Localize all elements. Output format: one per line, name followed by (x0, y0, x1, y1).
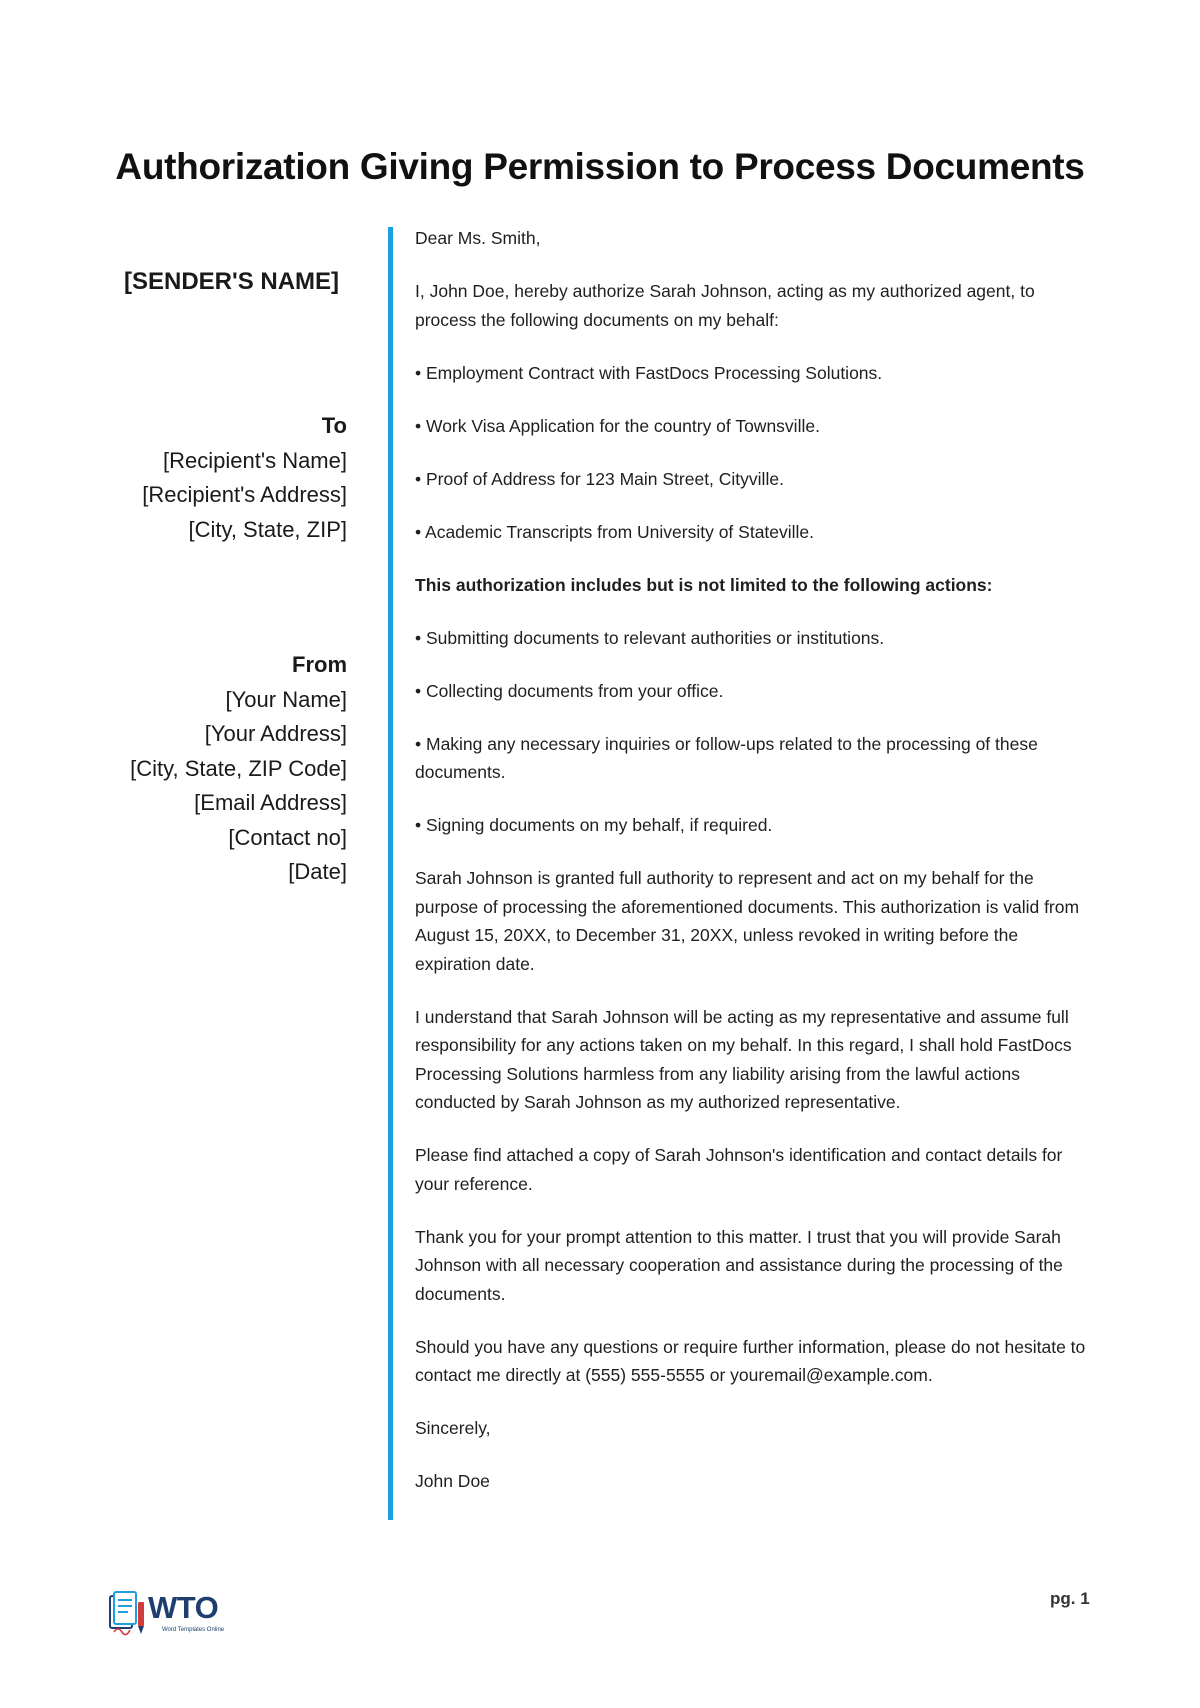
recipient-city-state-zip: [City, State, ZIP] (188, 516, 347, 542)
sender-date: [Date] (288, 859, 347, 884)
sender-address: [Your Address] (204, 721, 347, 746)
action-item: • Collecting documents from your office. (415, 680, 724, 701)
action-item: • Signing documents on my behalf, if required. (415, 815, 773, 835)
document-item: • Academic Transcripts from University of Stateville. (415, 521, 815, 542)
sender-city-state-zip: [City, State, ZIP Code] (130, 755, 347, 781)
body-paragraph: I understand that Sarah Johnson will be acting as my representative and assume full responsibility for any actions taken on my behalf. In this regard, I shall hold FastDocs Processing Solutions harmless from any liability arising from the lawful actions conducted by Sarah Johnson as my authorized representative. (415, 1006, 1072, 1112)
document-title: Authorization Giving Permission to Process Documents (115, 146, 1085, 187)
sender-name: [SENDER'S NAME] (124, 268, 340, 295)
page-number: pg. 1 (1050, 1589, 1090, 1608)
body-paragraph: Sarah Johnson is granted full authority to represent and act on my behalf for the purpose of processing the aforementioned documents. This authorization is valid from August 15, 20XX, to December 31, 20XX, unless revoked in writing before the expiration date. (415, 868, 1080, 974)
salutation: Dear Ms. Smith, (415, 228, 541, 248)
to-heading: To (321, 413, 347, 438)
logo-wordmark: WTO (148, 1590, 219, 1625)
document-item: • Employment Contract with FastDocs Processing Solutions. (415, 362, 883, 383)
document-item: • Proof of Address for 123 Main Street, Cityville. (415, 468, 784, 489)
action-item: • Submitting documents to relevant authorities or institutions. (415, 627, 885, 648)
sender-contact: [Contact no] (228, 824, 347, 850)
body-paragraph: Should you have any questions or require further information, please do not hesitate to contact me directly at (555) 555-5555 or youremail@example.com. (415, 1336, 1086, 1385)
from-heading: From (292, 652, 347, 677)
document-item: • Work Visa Application for the country of Townsville. (415, 415, 820, 436)
recipient-name: [Recipient's Name] (163, 447, 347, 473)
vertical-divider (388, 227, 393, 1520)
intro-paragraph: I, John Doe, hereby authorize Sarah Johnson, acting as my authorized agent, to process the following documents on my behalf: (415, 281, 1035, 330)
recipient-address: [Recipient's Address] (142, 482, 347, 507)
recipient-block (142, 409, 347, 547)
wto-logo (108, 1590, 248, 1638)
actions-heading: This authorization includes but is not limited to the following actions: (415, 574, 993, 595)
closing: Sincerely, (415, 1418, 491, 1438)
logo-subtitle: Word Templates Online (162, 1627, 225, 1633)
action-item: • Making any necessary inquiries or follow-ups related to the processing of these documents. (415, 733, 1038, 782)
body-paragraph: Please find attached a copy of Sarah Johnson's identification and contact details for your reference. (415, 1145, 1063, 1194)
letter-body (415, 224, 1095, 1520)
sender-block (130, 648, 347, 890)
sender-your-name: [Your Name] (225, 686, 347, 712)
document-pen-icon (108, 1590, 148, 1638)
signature: John Doe (415, 1471, 490, 1491)
body-paragraph: Thank you for your prompt attention to this matter. I trust that you will provide Sarah Johnson with all necessary cooperation and assistance during the processing of the documents. (415, 1226, 1063, 1304)
sender-email: [Email Address] (194, 790, 347, 815)
